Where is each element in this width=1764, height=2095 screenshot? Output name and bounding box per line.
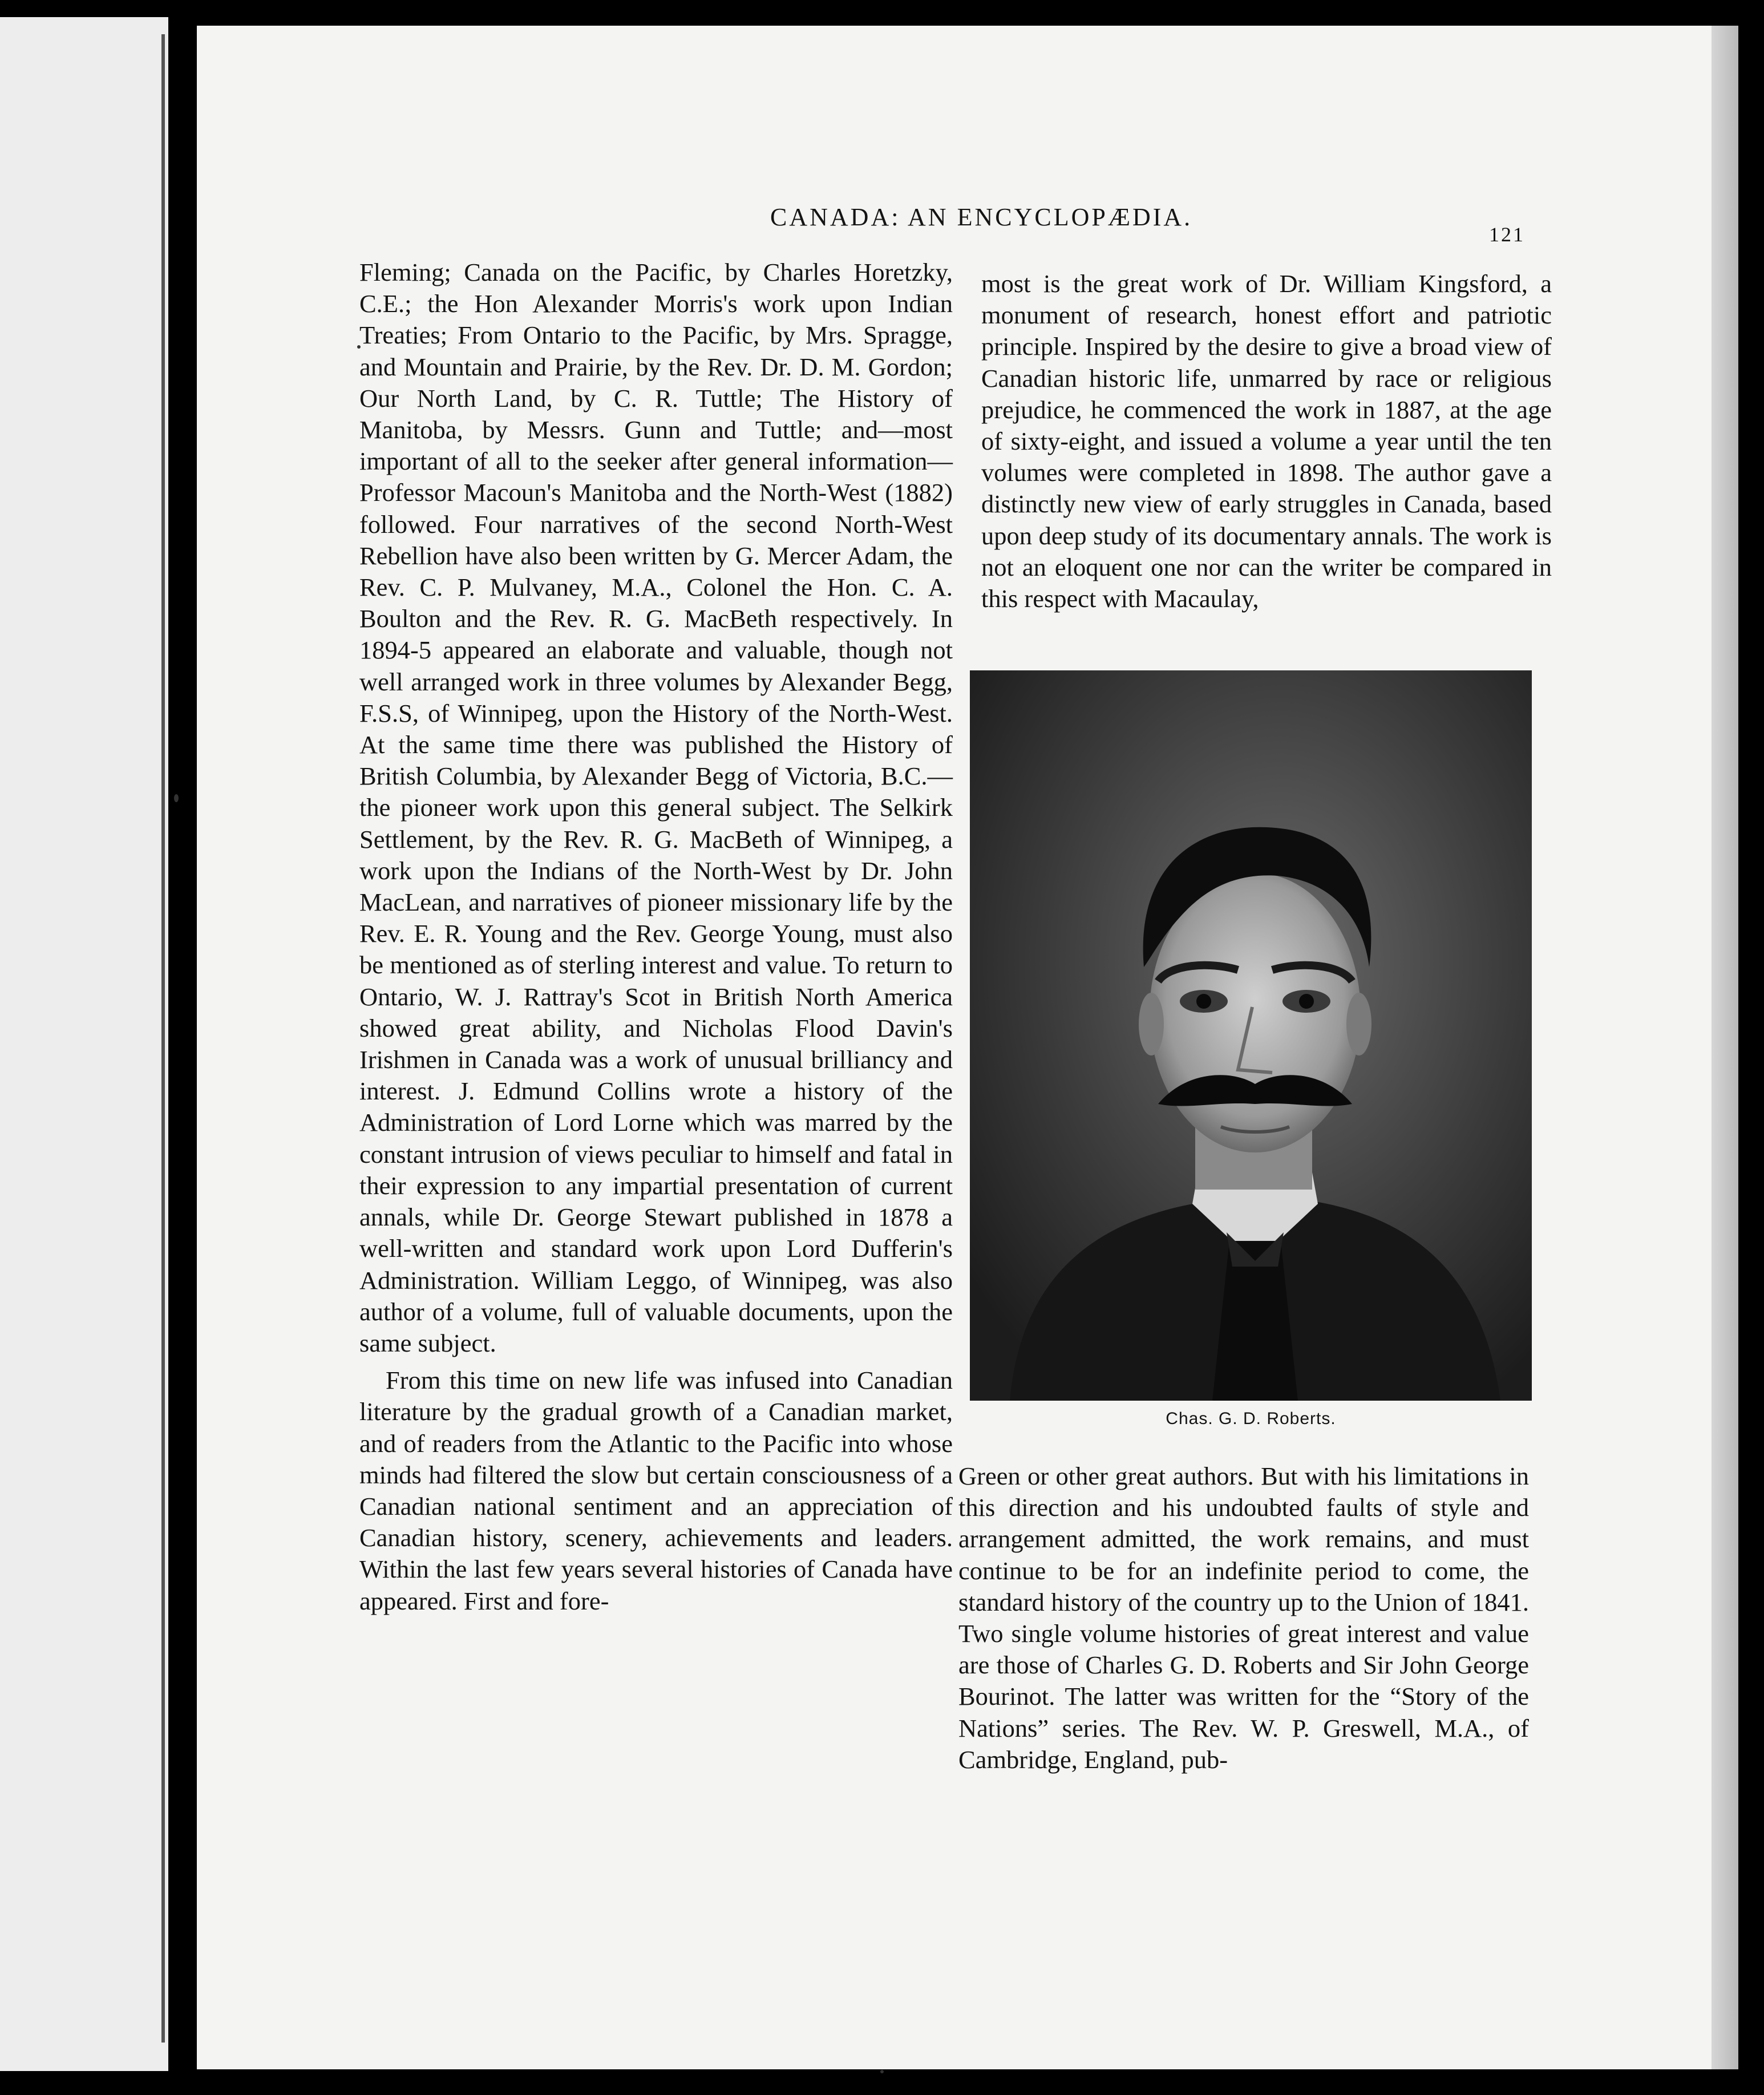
left-text-column: [359, 257, 953, 1617]
portrait-photo: [970, 670, 1532, 1401]
print-speck: [174, 794, 179, 802]
paragraph: most is the great work of Dr. William Kingsford, a monument of research, honest effort and patriotic principle. Inspired by the desire to give a broad view of Canadian historic life, unmarred by race or religious prejudice, he commenced the work in 1887, at the age of sixty-eight, and issued a volume a year until the ten volumes were completed in 1898. The author gave a distinctly new view of early struggles in Canada, based upon deep study of its documentary annals. The work is not an eloquent one nor can the writer be compared in this respect with Macaulay,: [981, 269, 1552, 613]
paragraph: Fleming; Canada on the Pacific, by Charles Horetzky, C.E.; the Hon Alexander Morris's work upon Indian Treaties; From Ontario to the Pacific, by Mrs. Spragge, and Mountain and Prairie, by the Rev. Dr. D. M. Gordon; Our North Land, by C. R. Tuttle; The History of Manitoba, by Messrs. Gunn and Tuttle; and—most important of all to the seeker after general information—Professor Macoun's Manitoba and the North-West (1882) followed. Four narratives of the second North-West Rebellion have also been written by G. Mercer Adam, the Rev. C. P. Mulvaney, M.A., Colonel the Hon. C. A. Boulton and the Rev. R. G. MacBeth respectively. In 1894-5 appeared an elaborate and valuable, though not well arranged work in three volumes by Alexander Begg, F.S.S, of Winnipeg, upon the History of the North-West. At the same time there was published the History of British Columbia, by Alexander Begg of Victoria, B.C.—the pioneer work upon this general subject. The Selkirk Settlement, by the Rev. R. G. MacBeth of Winnipeg, a work upon the Indians of the North-West by Dr. John MacLean, and narratives of pioneer missionary life by the Rev. E. R. Young and the Rev. George Young, must also be mentioned as of sterling interest and value. To return to Ontario, W. J. Rattray's Scot in British North America showed great ability, and Nicholas Flood Davin's Irishmen in Canada was a work of unusual brilliancy and interest. J. Edmund Collins wrote a history of the Administration of Lord Lorne which was marred by the constant intrusion of views peculiar to himself and fatal in their expression to any impartial presentation of current annals, while Dr. George Stewart published in 1878 a well-written and standard work upon Lord Dufferin's Administration. William Leggo, of Winnipeg, was also author of a volume, full of valuable documents, upon the same subject.: [359, 258, 953, 1357]
right-text-column-bottom: [958, 1461, 1529, 1776]
photo-caption: Chas. G. D. Roberts.: [1166, 1409, 1336, 1428]
page-edge-shadow: [1712, 26, 1738, 2069]
facing-left-page: [0, 17, 168, 2071]
book-gutter: [161, 34, 165, 2043]
paragraph: From this time on new life was infused into Canadian literature by the gradual growth of a Canadian market, and of readers from the Atlantic to the Pacific into whose minds had filtered the slow but certain consciousness of a Canadian national sentiment and an appreciation of Canadian history, scenery, achievements and leaders. Within the last few years several histories of Canada have appeared. First and fore-: [359, 1366, 953, 1615]
print-speck: [880, 2070, 884, 2073]
portrait-illustration: [970, 670, 1532, 1401]
running-header: CANADA: AN ENCYCLOPÆDIA.: [770, 203, 1193, 231]
paragraph: Green or other great authors. But with his limitations in this direction and his undoubted faults of style and arrangement admitted, the work remains, and must continue to be for an indefinite period to come, the standard history of the country up to the Union of 1841. Two single volume histories of great interest and value are those of Charles G. D. Roberts and Sir John George Bourinot. The latter was written for the “Story of the Nations” series. The Rev. W. P. Greswell, M.A., of Cambridge, England, pub-: [958, 1462, 1529, 1774]
page-number: 121: [1489, 223, 1525, 246]
right-text-column-top: [981, 268, 1552, 614]
